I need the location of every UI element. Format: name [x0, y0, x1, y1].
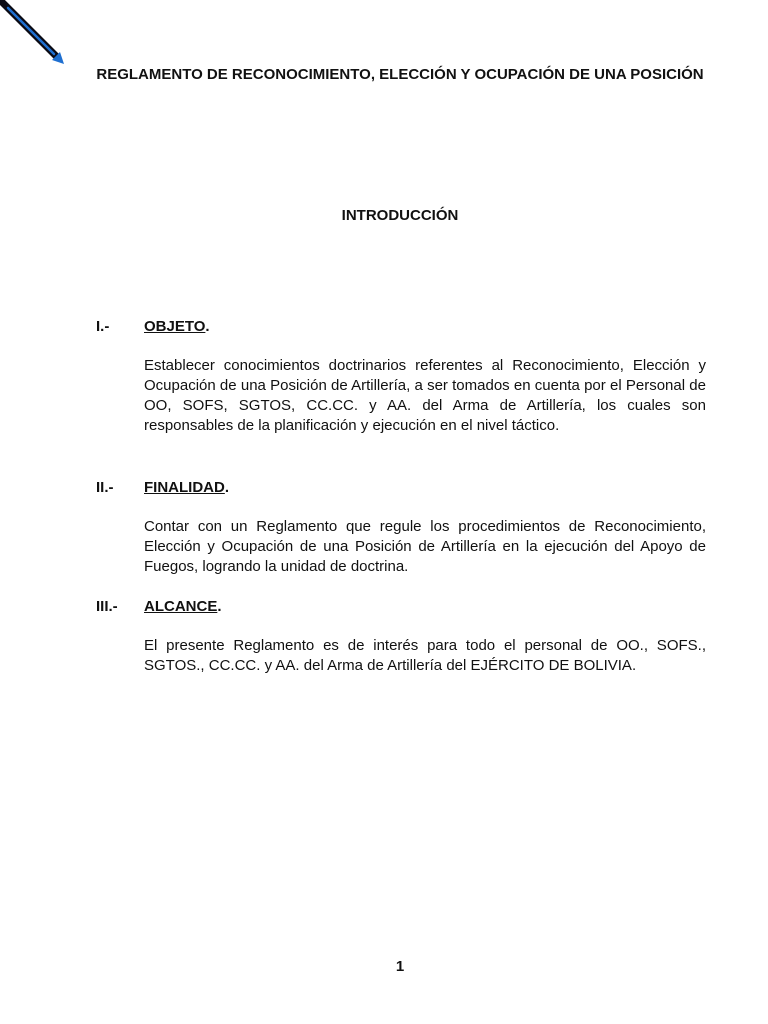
section-title-text: OBJETO [144, 318, 206, 335]
section-finalidad [96, 478, 706, 577]
section-header [96, 478, 706, 498]
document-title: REGLAMENTO DE RECONOCIMIENTO, ELECCIÓN Y OCUPACIÓN DE UNA POSICIÓN [96, 66, 704, 83]
section-header [96, 317, 706, 337]
section-objeto [96, 317, 706, 436]
section-number: III.- [96, 598, 118, 615]
section-title [144, 478, 229, 498]
section-title-punct: . [217, 598, 222, 615]
introduction-heading: INTRODUCCIÓN [341, 207, 459, 224]
page-number: 1 [395, 958, 405, 975]
section-title [144, 597, 222, 617]
section-body: Establecer conocimientos doctrinarios referentes al Reconocimiento, Elección y Ocupación de una Posición de Artillería, a ser tomados en cuenta por el Personal de OO, SOFS, SGTOS, CC.CC. y AA. del Arma de Artillería, los cuales son responsables de la planificación y ejecución en el nivel táctico. [144, 357, 706, 434]
section-alcance [96, 597, 706, 676]
section-number: II.- [96, 479, 114, 496]
section-title [144, 317, 210, 337]
section-title-punct: . [224, 479, 229, 496]
section-title-text: ALCANCE [144, 598, 218, 615]
section-title-text: FINALIDAD [144, 479, 225, 496]
section-title-punct: . [205, 318, 210, 335]
section-header [96, 597, 706, 617]
pen-stroke-decoration [0, 0, 70, 70]
section-number: I.- [96, 318, 110, 335]
section-body: Contar con un Reglamento que regule los procedimientos de Reconocimiento, Elección y Ocupación de una Posición de Artillería en la ejecución del Apoyo de Fuegos, logrando la unidad de doctrina. [144, 518, 706, 575]
section-body: El presente Reglamento es de interés para todo el personal de OO., SOFS., SGTOS., CC.CC. y AA. del Arma de Artillería del EJÉRCITO DE BOLIVIA. [144, 637, 706, 674]
